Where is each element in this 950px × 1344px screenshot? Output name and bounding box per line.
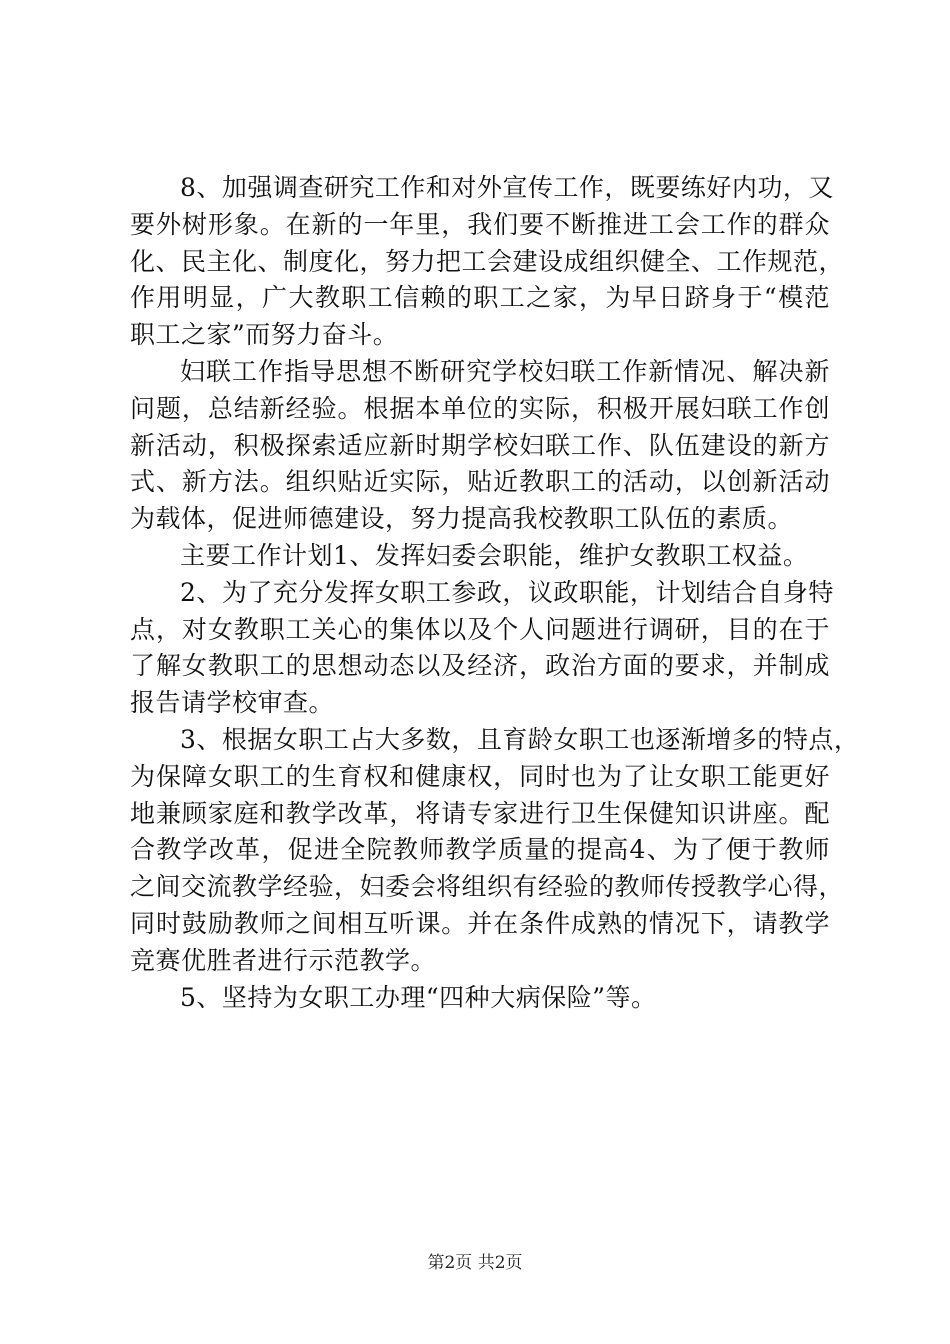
paragraph-line: 3、根据女职工占大多数，且育龄女职工也逐渐增多的特点，	[180, 724, 860, 754]
paragraph-line: 点，对女教职工关心的集体以及个人问题进行调研，目的在于	[130, 614, 830, 644]
paragraph-line: 式、新方法。组织贴近实际，贴近教职工的活动，以创新活动	[130, 467, 830, 497]
paragraph-line: 报告请学校审查。	[130, 688, 335, 718]
paragraph-line: 要外树形象。在新的一年里，我们要不断推进工会工作的群众	[130, 209, 830, 239]
paragraph-line: 化、民主化、制度化，努力把工会建设成组织健全、工作规范，	[130, 246, 845, 276]
paragraph-line: 作用明显，广大教职工信赖的职工之家，为早日跻身于“模范	[130, 283, 830, 313]
paragraph-line: 竞赛优胜者进行示范教学。	[130, 945, 437, 975]
paragraph-line: 主要工作计划1、发挥妇委会职能，维护女教职工权益。	[180, 540, 809, 570]
paragraph-line: 8、加强调查研究工作和对外宣传工作，既要练好内功，又	[180, 173, 834, 202]
document-body	[130, 170, 860, 1016]
paragraph-line: 为载体，促进师德建设，努力提高我校教职工队伍的素质。	[130, 504, 794, 534]
paragraph-line: 2、为了充分发挥女职工参政，议政职能，计划结合自身特	[180, 577, 834, 607]
paragraph-line: 妇联工作指导思想不断研究学校妇联工作新情况、解决新	[180, 356, 830, 386]
paragraph-line: 问题，总结新经验。根据本单位的实际，积极开展妇联工作创	[130, 393, 830, 423]
paragraph-line: 合教学改革，促进全院教师教学质量的提高4、为了便于教师	[130, 835, 830, 865]
paragraph-line: 职工之家”而努力奋斗。	[130, 320, 399, 350]
paragraph-line: 为保障女职工的生育权和健康权，同时也为了让女职工能更好	[130, 761, 830, 791]
page-number-footer: 第2页 共2页	[427, 1253, 523, 1273]
paragraph-line: 之间交流教学经验，妇委会将组织有经验的教师传授教学心得，	[130, 872, 845, 902]
paragraph-line: 新活动，积极探索适应新时期学校妇联工作、队伍建设的新方	[130, 430, 830, 460]
paragraph-line: 5、坚持为女职工办理“四种大病保险”等。	[180, 982, 657, 1012]
paragraph-line: 了解女教职工的思想动态以及经济，政治方面的要求，并制成	[130, 651, 830, 681]
paragraph-line: 同时鼓励教师之间相互听课。并在条件成熟的情况下，请教学	[130, 908, 830, 938]
paragraph-line: 地兼顾家庭和教学改革，将请专家进行卫生保健知识讲座。配	[130, 798, 830, 828]
